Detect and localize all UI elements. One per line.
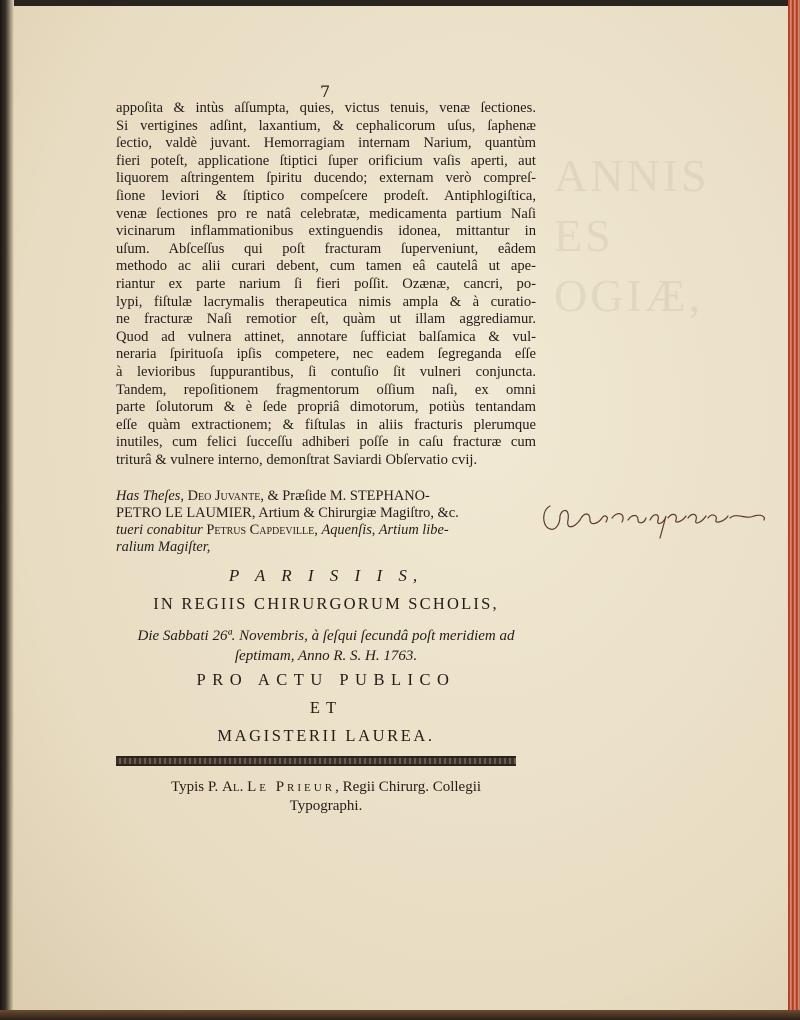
date-line-2: ſeptimam, Anno R. S. H. 1763. bbox=[234, 648, 418, 664]
body-line: neraria ſpirituoſa ipſis competere, nec eadem ſegreganda eſſe bbox=[116, 346, 536, 363]
pro-actu-publico: PRO ACTU PUBLICO bbox=[196, 670, 456, 689]
ghost-line: ANNIS bbox=[554, 150, 710, 201]
body-line: venæ ſectiones pro re natâ celebratæ, medicamenta partium Naſi bbox=[116, 205, 536, 222]
body-line: à levioribus ſuppurantibus, ſi contuſio ſit vulneri conjuncta. bbox=[116, 363, 536, 380]
body-line: ne fracturæ Naſi remotior eſt, quàm ut illam aggrediamur. bbox=[116, 311, 536, 328]
body-line: ſione leviori & ſtiptico compeſcere prodeſt. Antiphlogiſtica, bbox=[116, 187, 536, 204]
body-line: triturâ & vulnere interno, demonſtrat Saviardi Obſervatio cvij. bbox=[116, 451, 478, 468]
et-line: ET bbox=[309, 698, 343, 717]
ghost-line: ES bbox=[554, 210, 614, 261]
book-binding-left bbox=[0, 0, 14, 1020]
defense-theses: Has Theſes bbox=[116, 488, 181, 504]
defense-statement bbox=[116, 488, 536, 556]
body-line: riantur ex parte narium ſi fieri poſſit. Ozænæ, cancri, po- bbox=[116, 275, 536, 292]
defense-deo-juvante: Deo Juvante bbox=[187, 488, 261, 504]
page-edges-right bbox=[788, 0, 800, 1020]
body-paragraph bbox=[116, 100, 536, 469]
defense-line: ralium Magiſter, bbox=[116, 539, 211, 555]
defense-line: PETRO LE LAUMIER, Artium & Chirurgiæ Magiſtro, &c. bbox=[116, 505, 459, 521]
printer-al: Al. bbox=[222, 779, 244, 795]
defense-praeside: , & Præſide M. STEPHANO- bbox=[260, 488, 430, 504]
defense-candidate: Petrus Capdeville bbox=[206, 522, 315, 538]
ornamental-rule bbox=[116, 756, 516, 766]
body-line: Quod ad vulnera attinet, annotare ſufficiat balſamica & vul- bbox=[116, 328, 536, 345]
body-line: ſectio, valdè juvant. Hemorragiam internam Narium, quantùm bbox=[116, 135, 536, 152]
body-line: methodo ac alii curari debent, cum tamen eâ cautelâ ut ape- bbox=[116, 258, 536, 275]
body-line: lypi, fiſtulæ lacrymalis therapeutica nimis ampla & à curatio- bbox=[116, 293, 536, 310]
page-number: 7 bbox=[320, 82, 331, 101]
printer-collegii: , Regii Chirurg. Collegii bbox=[335, 779, 482, 795]
scholis-line: IN REGIIS CHIRURGORUM SCHOLIS, bbox=[153, 594, 499, 613]
defense-tueri: tueri conabitur bbox=[116, 522, 203, 538]
body-line: liquorem aſtringentem ſpiritu ducendo; externam verò compreſ- bbox=[116, 170, 536, 187]
body-line: inutiles, cum felici ſucceſſu adhiberi poſſe in caſu fracturæ cum bbox=[116, 434, 536, 451]
body-line: uſum. Abſceſſus qui poſt fracturam ſuperveniunt, eâdem bbox=[116, 240, 536, 257]
place-parisiis: P A R I S I I S, bbox=[228, 566, 424, 585]
body-line: vicinarum inflammationibus extinguendis idonea, mittantur in bbox=[116, 223, 536, 240]
date-line-1: Die Sabbati 26ª. Novembris, à ſeſqui ſecundâ poſt meridiem ad bbox=[137, 628, 515, 644]
handwritten-annotation bbox=[540, 498, 770, 542]
date-line bbox=[116, 626, 536, 666]
body-line: appoſita & intùs aſſumpta, quies, victus tenuis, venæ ſectiones. bbox=[116, 100, 536, 116]
printer-typis: Typis P. bbox=[170, 779, 219, 795]
body-line: fieri poteſt, applicatione ſtiptici ſuper orificium vaſis aperti, aut bbox=[116, 152, 536, 169]
printer-line-1 bbox=[116, 778, 536, 797]
printer-line-2: Typographi. bbox=[289, 798, 363, 814]
body-line: Tandem, repoſitionem fragmentorum oſſium naſi, ex omni bbox=[116, 381, 536, 398]
ghost-line: OGIÆ, bbox=[554, 270, 704, 321]
defense-line: Has Theſes, Deo Juvante, & Præſide M. STEPHANO- bbox=[116, 488, 430, 504]
bleed-through-text bbox=[554, 146, 710, 326]
book-edge-bottom bbox=[0, 1010, 800, 1020]
body-line: Si vertigines adſint, laxantium, & cephalicorum uſus, ſaphenæ bbox=[116, 117, 536, 134]
defense-aquensis: Aquenſis, Artium libe- bbox=[321, 522, 449, 538]
defense-line: tueri conabitur Petrus Capdeville, Aquenſis, Artium libe- bbox=[116, 522, 449, 538]
printer-imprint bbox=[116, 778, 536, 816]
body-line: eſſe quàm extractionem; & fiſtulas in aliis fracturis plerumque bbox=[116, 416, 536, 433]
printer-name: Le Prieur bbox=[247, 779, 336, 795]
body-line: parte ſolutorum & è ſede propriâ dimotorum, potiùs tentandam bbox=[116, 399, 536, 416]
magisterii-laurea: MAGISTERII LAUREA. bbox=[217, 726, 435, 745]
